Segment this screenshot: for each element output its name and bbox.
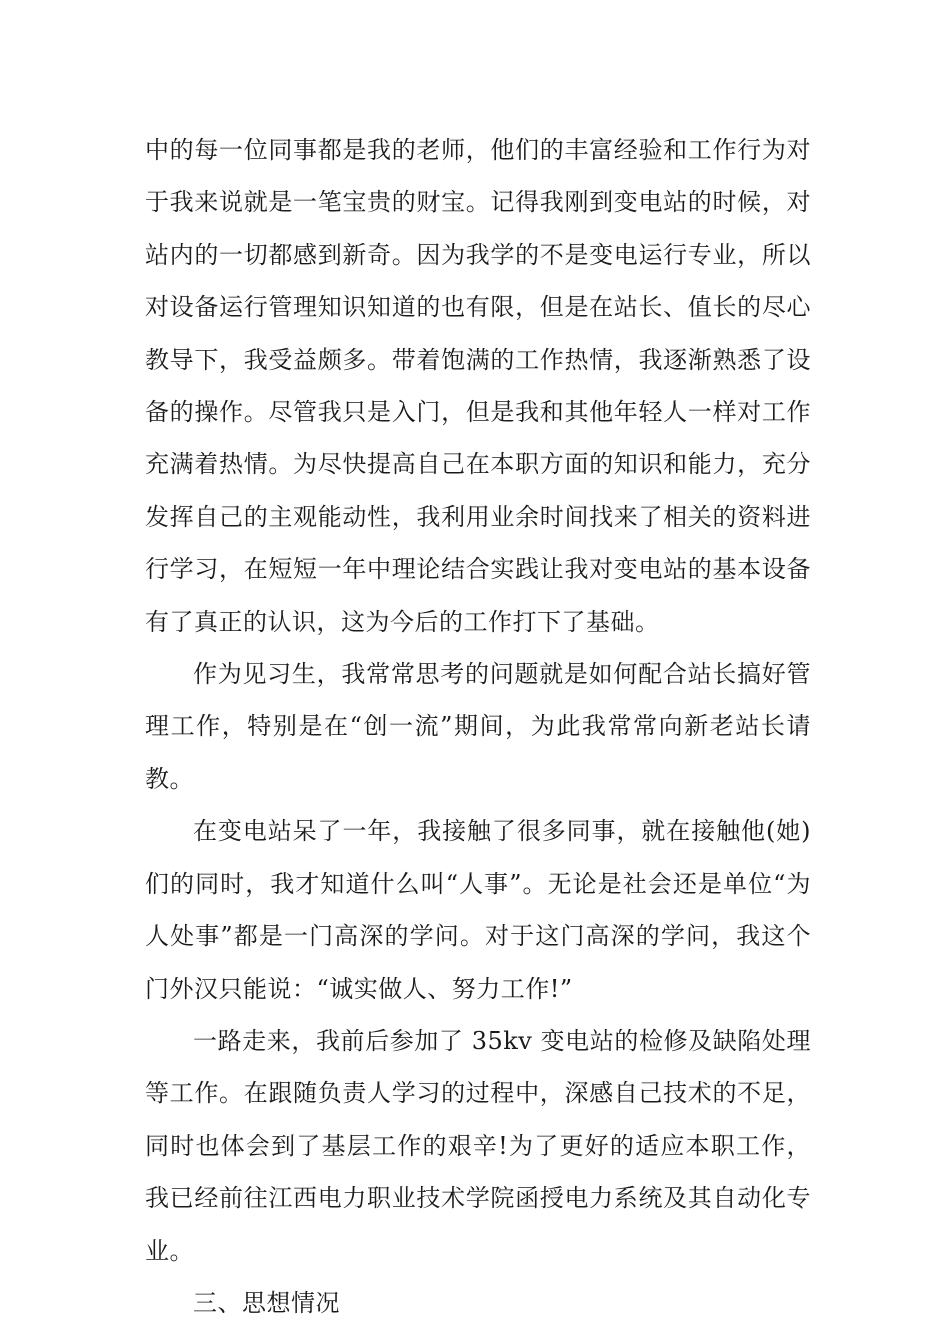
section-heading: 三、思想情况 xyxy=(193,1288,340,1317)
document-body xyxy=(145,124,811,1329)
paragraph-personnel: 在变电站呆了一年，我接触了很多同事，就在接触他(她)们的同时，我才知道什么叫“人事”。无论是社会还是单位“为人处事”都是一门高深的学问。对于这门高深的学问，我这个门外汉只能说：“诚实做人、努力工作!” xyxy=(145,817,811,1003)
paragraph-colleagues: 中的每一位同事都是我的老师，他们的丰富经验和工作行为对于我来说就是一笔宝贵的财宝。记得我刚到变电站的时候，对站内的一切都感到新奇。因为我学的不是变电运行专业，所以对设备运行管理知识知道的也有限，但是在站长、值长的尽心教导下，我受益颇多。带着饱满的工作热情，我逐渐熟悉了设备的操作。尽管我只是入门，但是我和其他年轻人一样对工作充满着热情。为尽快提高自己在本职方面的知识和能力，充分发挥自己的主观能动性，我利用业余时间找来了相关的资料进行学习，在短短一年中理论结合实践让我对变电站的基本设备有了真正的认识，这为今后的工作打下了基础。 xyxy=(145,136,811,636)
paragraph-trainee: 作为见习生，我常常思考的问题就是如何配合站长搞好管理工作，特别是在“创一流”期间，为此我常常向新老站长请教。 xyxy=(145,660,811,793)
paragraph-maintenance: 一路走来，我前后参加了 35kv 变电站的检修及缺陷处理等工作。在跟随负责人学习的过程中，深感自己技术的不足，同时也体会到了基层工作的艰辛!为了更好的适应本职工作，我已经前往江西电力职业技术学院函授电力系统及其自动化专业。 xyxy=(145,1026,811,1265)
